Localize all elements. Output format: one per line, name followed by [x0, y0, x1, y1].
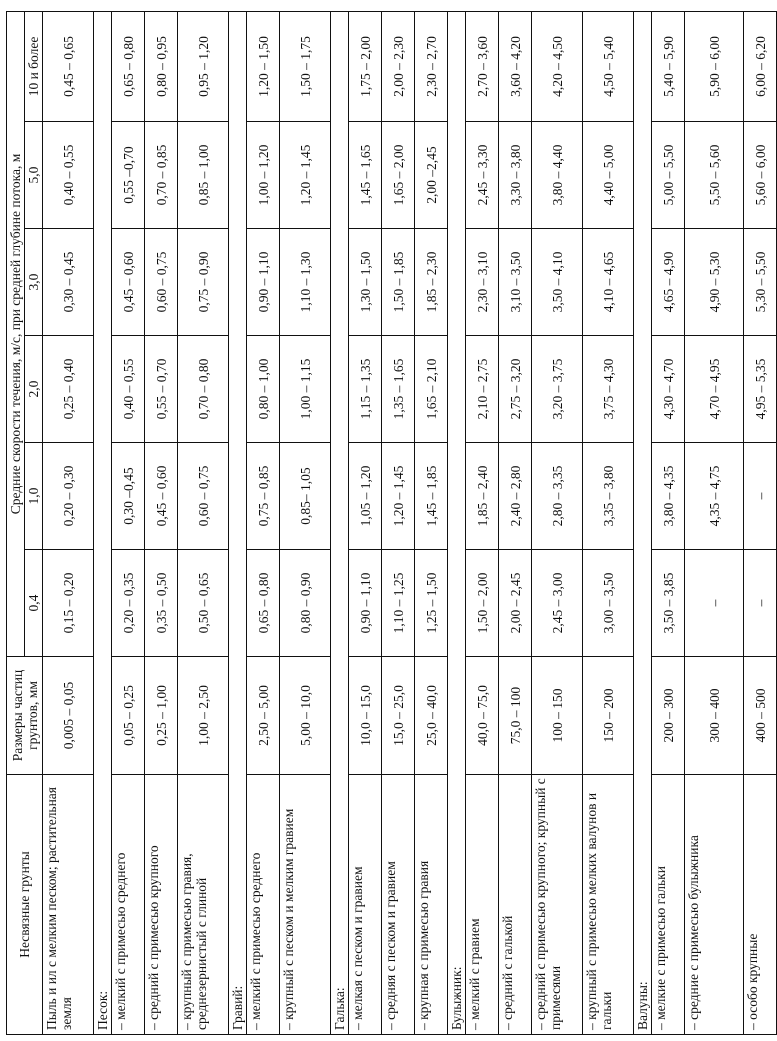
velocity-cell: – [744, 443, 777, 550]
particle-size: 300 – 400 [685, 657, 744, 775]
velocity-cell: 1,10 – 1,25 [382, 550, 415, 657]
particle-size: 200 – 300 [652, 657, 685, 775]
velocity-cell: 5,30 – 5,50 [744, 229, 777, 336]
velocity-cell: 4,40 – 5,00 [583, 122, 634, 229]
velocity-cell: 0,45 – 0,65 [43, 11, 94, 121]
soil-name: – мелкий с примесью среднего [112, 775, 145, 1035]
velocity-cell: 0,90 – 1,10 [349, 550, 382, 657]
particle-size: 15,0 – 25,0 [382, 657, 415, 775]
velocity-cell: 0,30 –0,45 [112, 443, 145, 550]
particle-size: 150 – 200 [583, 657, 634, 775]
soil-name: – мелкие с примесью гальки [652, 775, 685, 1035]
velocity-cell: 3,30 – 3,80 [499, 122, 532, 229]
soil-name: – мелкая с песком и гравием [349, 775, 382, 1035]
table-row [145, 11, 178, 1034]
group-label: Галька: [331, 11, 349, 1034]
table-row [652, 11, 685, 1034]
table-row [382, 11, 415, 1034]
table-row [415, 11, 448, 1034]
velocity-cell: 3,50 – 3,85 [652, 550, 685, 657]
velocity-cell: 1,65 – 2,10 [415, 336, 448, 443]
velocity-cell: 0,70 – 0,80 [178, 336, 229, 443]
soil-name: Пыль и ил с мелким песком; растительная земля [43, 775, 94, 1035]
velocity-cell: 0,20 – 0,30 [43, 443, 94, 550]
velocity-cell: 0,15 – 0,20 [43, 550, 94, 657]
soil-name: – мелкий с гравием [466, 775, 499, 1035]
particle-size: 40,0 – 75,0 [466, 657, 499, 775]
velocity-cell: 2,30 – 2,70 [415, 11, 448, 121]
velocity-cell: 0,55 –0,70 [112, 122, 145, 229]
velocity-cell: 1,00 – 1,15 [280, 336, 331, 443]
velocity-cell: 0,20 – 0,35 [112, 550, 145, 657]
group-row [331, 11, 349, 1034]
particle-size: 0,005 – 0,05 [43, 657, 94, 775]
particle-size: 100 – 150 [532, 657, 583, 775]
velocity-cell: 4,20 – 4,50 [532, 11, 583, 121]
table-row [685, 11, 744, 1034]
soil-name: – особо крупные [744, 775, 777, 1035]
velocity-cell: 4,65 – 4,90 [652, 229, 685, 336]
particle-size: 25,0 – 40,0 [415, 657, 448, 775]
table-row [112, 11, 145, 1034]
velocity-cell: 3,80 – 4,40 [532, 122, 583, 229]
velocity-cell: 1,85 – 2,40 [466, 443, 499, 550]
velocity-cell: 3,20 – 3,75 [532, 336, 583, 443]
particle-size: 1,00 – 2,50 [178, 657, 229, 775]
group-row [229, 11, 247, 1034]
velocity-cell: 1,85 – 2,30 [415, 229, 448, 336]
velocity-cell: 0,75 – 0,90 [178, 229, 229, 336]
velocity-cell: 4,30 – 4,70 [652, 336, 685, 443]
velocity-cell: 2,10 – 2,75 [466, 336, 499, 443]
particle-size: 0,25 – 1,00 [145, 657, 178, 775]
velocity-cell: 1,65 – 2,00 [382, 122, 415, 229]
velocity-cell: 0,60 – 0,75 [178, 443, 229, 550]
velocity-cell: 0,60 – 0,75 [145, 229, 178, 336]
velocity-cell: 5,50 – 5,60 [685, 122, 744, 229]
particle-size: 5,00 – 10,0 [280, 657, 331, 775]
velocity-cell: 3,50 – 4,10 [532, 229, 583, 336]
velocity-cell: 0,45 – 0,60 [145, 443, 178, 550]
group-label: Валуны: [634, 11, 652, 1034]
group-label: Булыжник: [448, 11, 466, 1034]
velocity-cell: 0,35 – 0,50 [145, 550, 178, 657]
soil-name: – крупная с примесью гравия [415, 775, 448, 1035]
table-row [499, 11, 532, 1034]
velocity-cell: 0,55 – 0,70 [145, 336, 178, 443]
soil-name: – средний с примесью крупного [145, 775, 178, 1035]
velocity-cell: 0,80 – 1,00 [247, 336, 280, 443]
velocity-cell: 2,45 – 3,00 [532, 550, 583, 657]
group-row [94, 11, 112, 1034]
velocity-table [6, 11, 777, 1035]
velocity-cell: 4,95 – 5,35 [744, 336, 777, 443]
header-velocity: Средние скорости течения, м/с, при средней глубине потока, м [7, 11, 25, 656]
velocity-cell: 1,20 – 1,50 [247, 11, 280, 121]
velocity-cell: 2,75 – 3,20 [499, 336, 532, 443]
velocity-cell: 0,95 – 1,20 [178, 11, 229, 121]
table-row [280, 11, 331, 1034]
velocity-cell: 2,00 – 2,45 [499, 550, 532, 657]
velocity-cell: 0,25 – 0,40 [43, 336, 94, 443]
particle-size: 400 – 500 [744, 657, 777, 775]
velocity-cell: 2,45 – 3,30 [466, 122, 499, 229]
velocity-cell: 4,10 – 4,65 [583, 229, 634, 336]
velocity-cell: 0,90 – 1,10 [247, 229, 280, 336]
group-label: Песок: [94, 11, 112, 1034]
particle-size: 0,05 – 0,25 [112, 657, 145, 775]
velocity-cell: 0,85 – 1,00 [178, 122, 229, 229]
header-depth: 1,0 [25, 443, 43, 550]
soil-name: – средний с примесью крупного; крупный с примесями [532, 775, 583, 1035]
table-row [532, 11, 583, 1034]
velocity-cell: 0,40 – 0,55 [112, 336, 145, 443]
soil-name: – средние с примесью булыжника [685, 775, 744, 1035]
velocity-cell: – [744, 550, 777, 657]
header-depth: 5,0 [25, 122, 43, 229]
velocity-cell: 0,65 – 0,80 [112, 11, 145, 121]
velocity-cell: 2,80 – 3,35 [532, 443, 583, 550]
table-row [744, 11, 777, 1034]
velocity-cell: 3,60 – 4,20 [499, 11, 532, 121]
velocity-cell: 1,45 – 1,85 [415, 443, 448, 550]
velocity-cell: 0,45 – 0,60 [112, 229, 145, 336]
velocity-cell: 5,40 – 5,90 [652, 11, 685, 121]
velocity-cell: 4,50 – 5,40 [583, 11, 634, 121]
header-size: Размеры частиц грунтов, мм [7, 657, 43, 775]
velocity-cell: – [685, 550, 744, 657]
header-depth: 0,4 [25, 550, 43, 657]
header-depth: 10 и более [25, 11, 43, 121]
velocity-cell: 4,90 – 5,30 [685, 229, 744, 336]
header-soil: Несвязные грунты [7, 775, 43, 1035]
velocity-cell: 3,10 – 3,50 [499, 229, 532, 336]
velocity-cell: 3,35 – 3,80 [583, 443, 634, 550]
group-row [448, 11, 466, 1034]
soil-name: – крупный с примесью мелких валунов и гальки [583, 775, 634, 1035]
velocity-cell: 1,30 – 1,50 [349, 229, 382, 336]
velocity-cell: 3,80 – 4,35 [652, 443, 685, 550]
particle-size: 75,0 – 100 [499, 657, 532, 775]
velocity-cell: 2,70 – 3,60 [466, 11, 499, 121]
velocity-cell: 4,70 – 4,95 [685, 336, 744, 443]
table-row [466, 11, 499, 1034]
velocity-cell: 0,80 – 0,90 [280, 550, 331, 657]
velocity-cell: 0,50 – 0,65 [178, 550, 229, 657]
table-row [43, 11, 94, 1034]
velocity-cell: 1,45 – 1,65 [349, 122, 382, 229]
velocity-cell: 3,00 – 3,50 [583, 550, 634, 657]
velocity-cell: 1,50 – 1,85 [382, 229, 415, 336]
velocity-cell: 2,40 – 2,80 [499, 443, 532, 550]
table-row [178, 11, 229, 1034]
velocity-cell: 1,35 – 1,65 [382, 336, 415, 443]
group-row [634, 11, 652, 1034]
velocity-cell: 0,85– 1,05 [280, 443, 331, 550]
soil-name: – средний с галькой [499, 775, 532, 1035]
velocity-cell: 1,15 – 1,35 [349, 336, 382, 443]
soil-name: – средняя с песком и гравием [382, 775, 415, 1035]
velocity-cell: 3,75 – 4,30 [583, 336, 634, 443]
header-depth: 3,0 [25, 229, 43, 336]
velocity-cell: 0,30 – 0,45 [43, 229, 94, 336]
soil-name: – мелкий с примесью среднего [247, 775, 280, 1035]
velocity-cell: 1,75 – 2,00 [349, 11, 382, 121]
table-row [349, 11, 382, 1034]
soil-name: – крупный с песком и мелким гравием [280, 775, 331, 1035]
velocity-cell: 5,00 – 5,50 [652, 122, 685, 229]
velocity-cell: 5,60 – 6,00 [744, 122, 777, 229]
particle-size: 2,50 – 5,00 [247, 657, 280, 775]
velocity-cell: 2,30 – 3,10 [466, 229, 499, 336]
velocity-cell: 1,25 – 1,50 [415, 550, 448, 657]
velocity-cell: 0,65 – 0,80 [247, 550, 280, 657]
velocity-cell: 6,00 – 6,20 [744, 11, 777, 121]
velocity-cell: 0,40 – 0,55 [43, 122, 94, 229]
header-depth: 2,0 [25, 336, 43, 443]
table-body [43, 11, 777, 1034]
velocity-cell: 1,10 – 1,30 [280, 229, 331, 336]
velocity-cell: 1,50 – 2,00 [466, 550, 499, 657]
velocity-cell: 2,00 – 2,30 [382, 11, 415, 121]
velocity-cell: 0,80 – 0,95 [145, 11, 178, 121]
velocity-cell: 1,20 – 1,45 [382, 443, 415, 550]
velocity-cell: 1,05 – 1,20 [349, 443, 382, 550]
group-label: Гравий: [229, 11, 247, 1034]
velocity-cell: 0,75 – 0,85 [247, 443, 280, 550]
velocity-cell: 0,70 – 0,85 [145, 122, 178, 229]
velocity-cell: 5,90 – 6,00 [685, 11, 744, 121]
table-row [583, 11, 634, 1034]
velocity-cell: 2,00 –2,45 [415, 122, 448, 229]
velocity-cell: 1,50 – 1,75 [280, 11, 331, 121]
soil-name: – крупный с примесью гравия, среднезернистый с глиной [178, 775, 229, 1035]
velocity-cell: 4,35 – 4,75 [685, 443, 744, 550]
velocity-cell: 1,20 – 1,45 [280, 122, 331, 229]
velocity-cell: 1,00 – 1,20 [247, 122, 280, 229]
table-row [247, 11, 280, 1034]
particle-size: 10,0 – 15,0 [349, 657, 382, 775]
